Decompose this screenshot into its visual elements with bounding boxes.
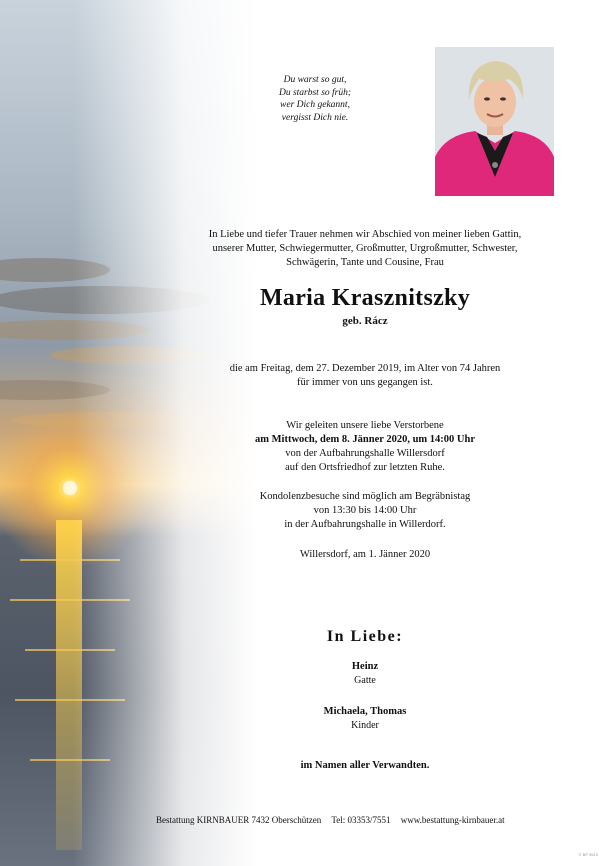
death-notice bbox=[170, 362, 560, 390]
poem-line: vergisst Dich nie. bbox=[281, 112, 349, 123]
intro-text bbox=[170, 228, 560, 270]
intro-line: unserer Mutter, Schwiegermutter, Großmutter, Urgroßmutter, Schwester, bbox=[212, 243, 518, 254]
mourner-names: Heinz bbox=[351, 661, 379, 672]
birth-name: geb. Rácz bbox=[342, 315, 388, 327]
condolence-line: Kondolenzbesuche sind möglich am Begräbnistag bbox=[259, 491, 471, 502]
funeral-details bbox=[170, 419, 560, 475]
mourner-entry bbox=[170, 660, 560, 688]
mourner-entry bbox=[170, 705, 560, 733]
intro-line: In Liebe und tiefer Trauer nehmen wir Abschied von meiner lieben Gattin, bbox=[208, 229, 522, 240]
funeral-line: Wir geleiten unsere liebe Verstorbene bbox=[286, 420, 444, 431]
death-notice-line: die am Freitag, dem 27. Dezember 2019, im Alter von 74 Jahren bbox=[229, 363, 501, 374]
mourner-relation: Gatte bbox=[354, 675, 376, 686]
footer-company: Bestattung KIRNBAUER 7432 Oberschützen bbox=[156, 815, 322, 825]
poem-line: wer Dich gekannt, bbox=[280, 100, 350, 110]
funeral-line: auf den Ortsfriedhof zur letzten Ruhe. bbox=[285, 462, 445, 473]
closing-line: im Namen aller Verwandten. bbox=[300, 760, 430, 771]
deceased-name: Maria Krasznitszky bbox=[259, 285, 471, 311]
in-liebe-heading: In Liebe: bbox=[326, 628, 404, 645]
memorial-poem bbox=[240, 74, 390, 124]
poem-line: Du starbst so früh; bbox=[278, 87, 352, 98]
place-date: Willersdorf, am 1. Jänner 2020 bbox=[299, 549, 431, 560]
funeral-date: am Mittwoch, dem 8. Jänner 2020, um 14:00 Uhr bbox=[255, 434, 475, 445]
footer-phone: Tel: 03353/7551 bbox=[331, 815, 391, 825]
portrait-photo bbox=[435, 47, 554, 196]
condolence-line: von 13:30 bis 14:00 Uhr bbox=[313, 505, 417, 516]
condolence-line: in der Aufbahrungshalle in Willerdorf. bbox=[284, 519, 446, 530]
mourner-names: Michaela, Thomas bbox=[323, 706, 407, 717]
footer bbox=[156, 815, 576, 825]
intro-line: Schwägerin, Tante und Cousine, Frau bbox=[286, 257, 444, 268]
poem-line: Du warst so gut, bbox=[283, 75, 347, 85]
funeral-line: von der Aufbahrungshalle Willersdorf bbox=[285, 448, 445, 459]
condolence-info bbox=[170, 490, 560, 532]
corner-mark: © BP 9510 bbox=[578, 852, 598, 857]
footer-website: www.bestattung-kirnbauer.at bbox=[400, 815, 505, 825]
death-notice-line: für immer von uns gegangen ist. bbox=[297, 377, 433, 388]
mourner-relation: Kinder bbox=[351, 720, 379, 731]
